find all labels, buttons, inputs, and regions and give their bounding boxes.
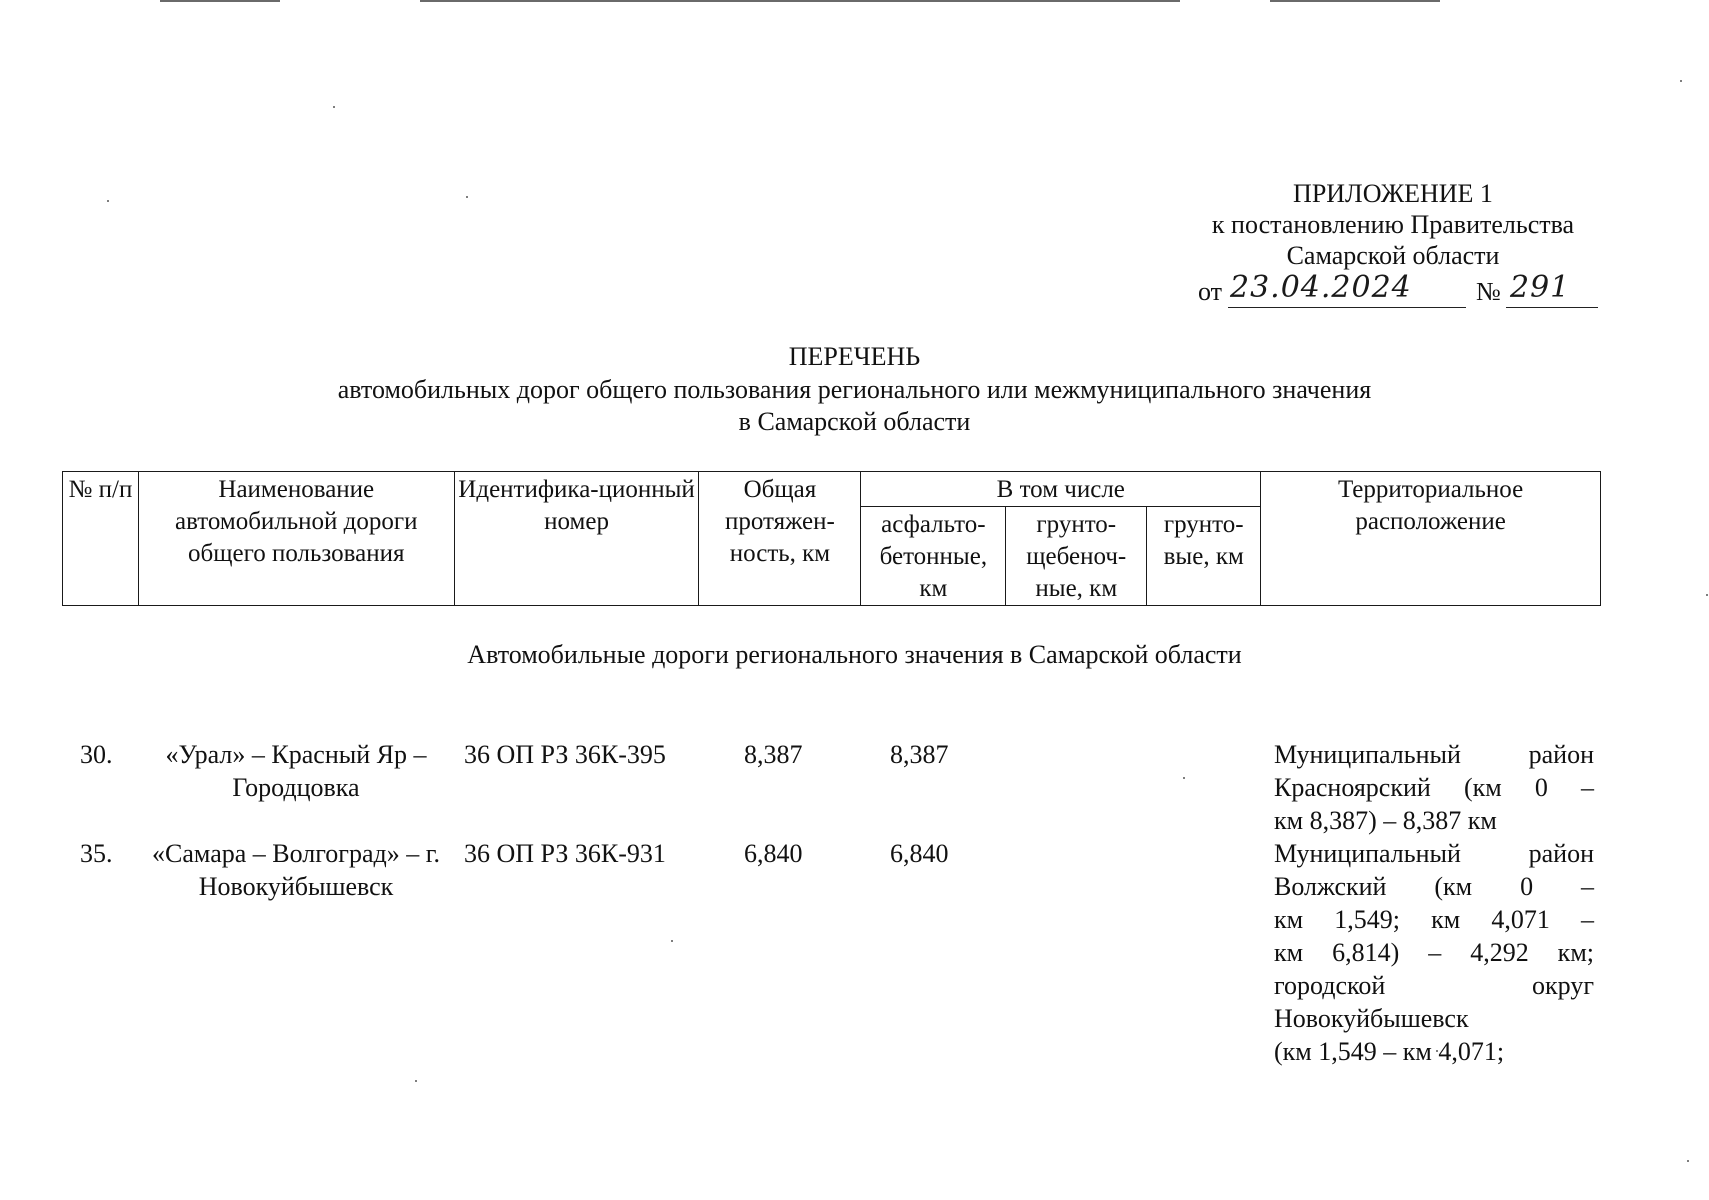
road-total-length: 8,387 [744,740,803,769]
date-underline [1228,307,1466,308]
appendix-block [1188,178,1598,271]
road-id: 36 ОП РЗ 36К-931 [464,839,666,868]
road-territory [1274,738,1594,837]
header-col-total: Общая протяжен-ность, км [699,472,861,606]
scan-speck [1687,1160,1689,1162]
number-underline [1506,307,1598,308]
section-title: Автомобильные дороги регионального значения в Самарской области [467,640,1242,669]
scan-speck [107,200,109,202]
appendix-title: ПРИЛОЖЕНИЕ 1 [1293,179,1493,208]
territory-line: км 6,814) – 4,292 км; [1274,938,1594,967]
territory-line: км 8,387) – 8,387 км [1274,806,1497,835]
scan-line [420,0,1180,2]
document-title-line-2: в Самарской области [738,407,971,436]
header-col-name: Наименование автомобильной дороги общего пользования [138,472,454,606]
scan-line [1270,0,1440,2]
territory-line: Муниципальный район [1274,839,1594,868]
scan-line [160,0,280,2]
road-name: «Самара – Волгоград» – г. Новокуйбышевск [152,839,440,901]
territory-line: (км 1,549 – км 4,071; [1274,1037,1505,1066]
road-territory [1274,837,1594,1068]
road-asphalt-length: 8,387 [890,740,949,769]
row-number: 35. [80,839,113,868]
roads-table-header [62,471,1601,606]
territory-line: Волжский (км 0 – [1274,872,1594,901]
date-prefix: от [1198,277,1223,306]
road-id: 36 ОП РЗ 36К-395 [464,740,666,769]
road-total-length: 6,840 [744,839,803,868]
scan-speck [1706,594,1708,596]
territory-line: Муниципальный район [1274,740,1594,769]
document-title-line-1: автомобильных дорог общего пользования регионального или межмуниципального значения [337,375,1372,404]
header-col-num: № п/п [63,472,139,606]
handwritten-date: 23.04.2024 [1230,270,1412,305]
number-prefix: № [1476,277,1501,306]
scan-speck [1183,777,1185,779]
row-number: 30. [80,740,113,769]
scan-speck [1680,80,1682,82]
handwritten-number: 291 [1510,270,1571,305]
scan-speck [333,106,335,108]
road-asphalt-length: 6,840 [890,839,949,868]
appendix-line-2: Самарской области [1286,241,1500,270]
header-col-dirt: грунто-вые, км [1147,507,1261,606]
scan-speck [466,196,468,198]
territory-line: Новокуйбышевск [1274,1004,1469,1033]
appendix-date-line [1198,270,1598,310]
territory-line: городской округ [1274,971,1594,1000]
scan-speck [415,1080,417,1082]
header-col-id: Идентифика-ционный номер [454,472,699,606]
road-name: «Урал» – Красный Яр – Городцовка [165,740,427,802]
header-col-gravel: грунто-щебеноч-ные, км [1006,507,1147,606]
document-heading: ПЕРЕЧЕНЬ [788,342,921,371]
territory-line: Красноярский (км 0 – [1274,773,1594,802]
header-col-territory: Территориальное расположение [1261,472,1601,606]
territory-line: км 1,549; км 4,071 – [1274,905,1594,934]
header-col-including: В том числе [861,472,1261,507]
header-col-asphalt: асфальто-бетонные, км [861,507,1006,606]
scan-speck [671,940,673,942]
appendix-line-1: к постановлению Правительства [1211,210,1575,239]
